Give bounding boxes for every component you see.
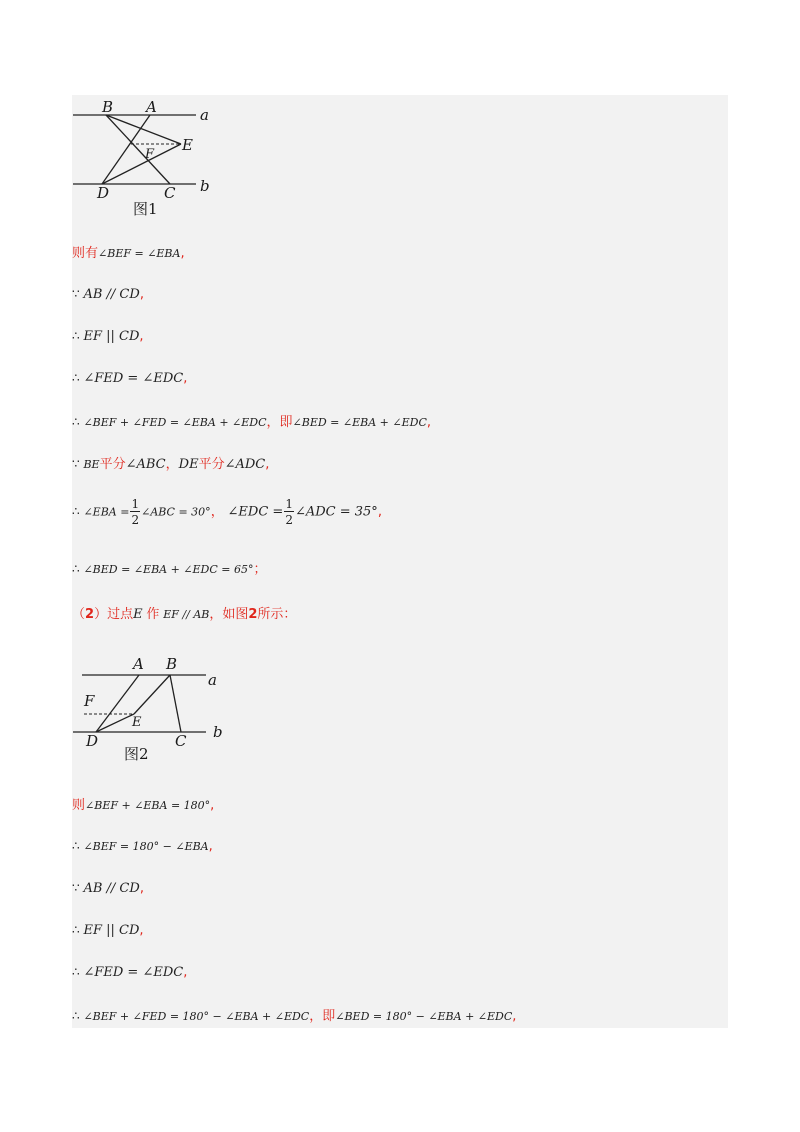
- comma: ,: [139, 329, 144, 344]
- math-expr: ∠ABC = 30°: [141, 505, 211, 519]
- p1-line-1: [72, 246, 185, 262]
- label-b: b: [200, 177, 210, 195]
- p2-line-6: [72, 1009, 516, 1025]
- p2-line-4: [72, 923, 144, 939]
- math-expr: AB // CD: [83, 881, 140, 896]
- label-b: b: [213, 723, 223, 741]
- segment-BC: [106, 115, 170, 184]
- because-symbol: ∵: [72, 287, 80, 301]
- text-ie: ，即: [266, 415, 293, 430]
- math-BE: BE: [83, 458, 100, 471]
- math-expr: ∠BEF + ∠FED = ∠EBA + ∠EDC: [83, 416, 267, 429]
- math-expr: ∠EBA =: [83, 505, 130, 519]
- label-B: B: [166, 655, 178, 673]
- text-through-point: ）过点: [94, 607, 134, 622]
- label-A: A: [146, 98, 157, 116]
- p1-line-8: [72, 562, 267, 578]
- label-A: A: [133, 655, 144, 673]
- text-as-figure: ，如图: [209, 607, 249, 622]
- p2-line-2: [72, 839, 213, 855]
- math-E: E: [133, 607, 143, 622]
- numerator: 1: [285, 497, 293, 511]
- comma: ,: [139, 287, 144, 302]
- p2-line-3: [72, 881, 144, 897]
- label-F: F: [145, 147, 155, 162]
- therefore-symbol: ∴: [72, 329, 80, 343]
- segment-BE: [134, 675, 170, 714]
- math-angle-ABC: ∠ABC: [125, 457, 166, 472]
- denominator: 2: [131, 513, 140, 527]
- math-expr: EF || CD: [83, 329, 140, 344]
- math-expr: ∠BEF = 180° − ∠EBA: [83, 840, 209, 853]
- segment-BE: [106, 115, 181, 144]
- label-E: E: [182, 136, 193, 154]
- therefore-symbol: ∴: [72, 923, 80, 937]
- p1-line-6: [72, 457, 269, 473]
- segment-BC: [170, 675, 181, 732]
- math-expr: ∠BEF = ∠EBA: [98, 247, 181, 260]
- text-bisects: 平分: [99, 457, 126, 472]
- label-B: B: [102, 98, 114, 116]
- comma: ,: [183, 965, 188, 980]
- label-a: a: [200, 106, 209, 124]
- fraction-half: [284, 498, 294, 526]
- figure-1: [72, 95, 222, 220]
- comma: ,: [208, 839, 213, 854]
- separator: ，: [210, 504, 224, 520]
- math-expr: EF || CD: [83, 923, 140, 938]
- math-expr: ∠ADC = 35°: [294, 504, 378, 520]
- figure-1-caption: 图1: [133, 200, 158, 218]
- segment-DE: [102, 144, 181, 184]
- math-expr: ∠EDC =: [227, 504, 284, 520]
- math-expr: ∠BEF + ∠EBA = 180°: [85, 799, 211, 812]
- math-angle-ADC: ∠ADC: [224, 457, 266, 472]
- comma: ,: [183, 371, 188, 386]
- therefore-symbol: ∴: [72, 562, 80, 576]
- text-draw: 作: [146, 607, 160, 622]
- therefore-symbol: ∴: [72, 839, 80, 853]
- p1-line-7: [72, 498, 382, 526]
- text-shown: 所示：: [257, 607, 297, 622]
- label-E: E: [132, 715, 142, 730]
- math-expr: ∠FED = ∠EDC: [83, 965, 184, 980]
- p1-line-5: [72, 415, 431, 431]
- comma: ,: [139, 923, 144, 938]
- part-number: 2: [85, 607, 95, 622]
- label-D: D: [86, 732, 99, 750]
- figure-number: 2: [248, 607, 258, 622]
- label-C: C: [164, 184, 176, 202]
- math-expr-2: ∠BED = ∠EBA + ∠EDC: [292, 416, 427, 429]
- semicolon: ；: [253, 562, 267, 577]
- p2-line-1: [72, 798, 214, 814]
- math-expr: ∠FED = ∠EDC: [83, 371, 184, 386]
- math-EF-parallel-AB: EF // AB: [163, 608, 210, 621]
- because-symbol: ∵: [72, 457, 80, 471]
- denominator: 2: [285, 513, 293, 527]
- math-expr: ∠BEF + ∠FED = 180° − ∠EBA + ∠EDC: [83, 1010, 310, 1023]
- p2-line-5: [72, 965, 187, 981]
- segment-DE: [96, 714, 134, 732]
- segment-AD: [102, 115, 150, 184]
- fraction-half: [130, 498, 140, 526]
- numerator: 1: [131, 497, 140, 511]
- comma: ,: [139, 881, 144, 896]
- figure-2-caption: 图2: [124, 745, 149, 763]
- comma: ,: [210, 798, 215, 813]
- math-DE: DE: [178, 457, 199, 472]
- math-expr: AB // CD: [83, 287, 140, 302]
- label-C: C: [175, 732, 187, 750]
- math-expr: ∠BED = ∠EBA + ∠EDC = 65°: [83, 563, 254, 576]
- comma: ,: [512, 1009, 517, 1024]
- text-then: 则: [72, 798, 86, 813]
- because-symbol: ∵: [72, 881, 80, 895]
- document-page: [72, 95, 728, 1028]
- comma: ,: [265, 457, 270, 472]
- therefore-symbol: ∴: [72, 371, 80, 385]
- therefore-symbol: ∴: [72, 504, 80, 519]
- paren-open: （: [72, 607, 86, 622]
- part-2-heading: [72, 607, 296, 623]
- comma: ,: [180, 246, 185, 261]
- p1-line-2: [72, 287, 144, 303]
- therefore-symbol: ∴: [72, 415, 80, 429]
- therefore-symbol: ∴: [72, 1009, 80, 1023]
- text-ie: ，即: [309, 1009, 336, 1024]
- therefore-symbol: ∴: [72, 965, 80, 979]
- label-a: a: [208, 671, 217, 689]
- comma: ,: [426, 415, 431, 430]
- p1-line-4: [72, 371, 187, 387]
- label-D: D: [97, 184, 110, 202]
- math-expr-2: ∠BED = 180° − ∠EBA + ∠EDC: [335, 1010, 513, 1023]
- comma: ,: [377, 504, 382, 520]
- label-F: F: [84, 692, 95, 710]
- text-then: 则有: [72, 246, 99, 261]
- figure-2: [72, 653, 232, 768]
- p1-line-3: [72, 329, 144, 345]
- separator: ，: [165, 457, 179, 472]
- text-bisects: 平分: [198, 457, 225, 472]
